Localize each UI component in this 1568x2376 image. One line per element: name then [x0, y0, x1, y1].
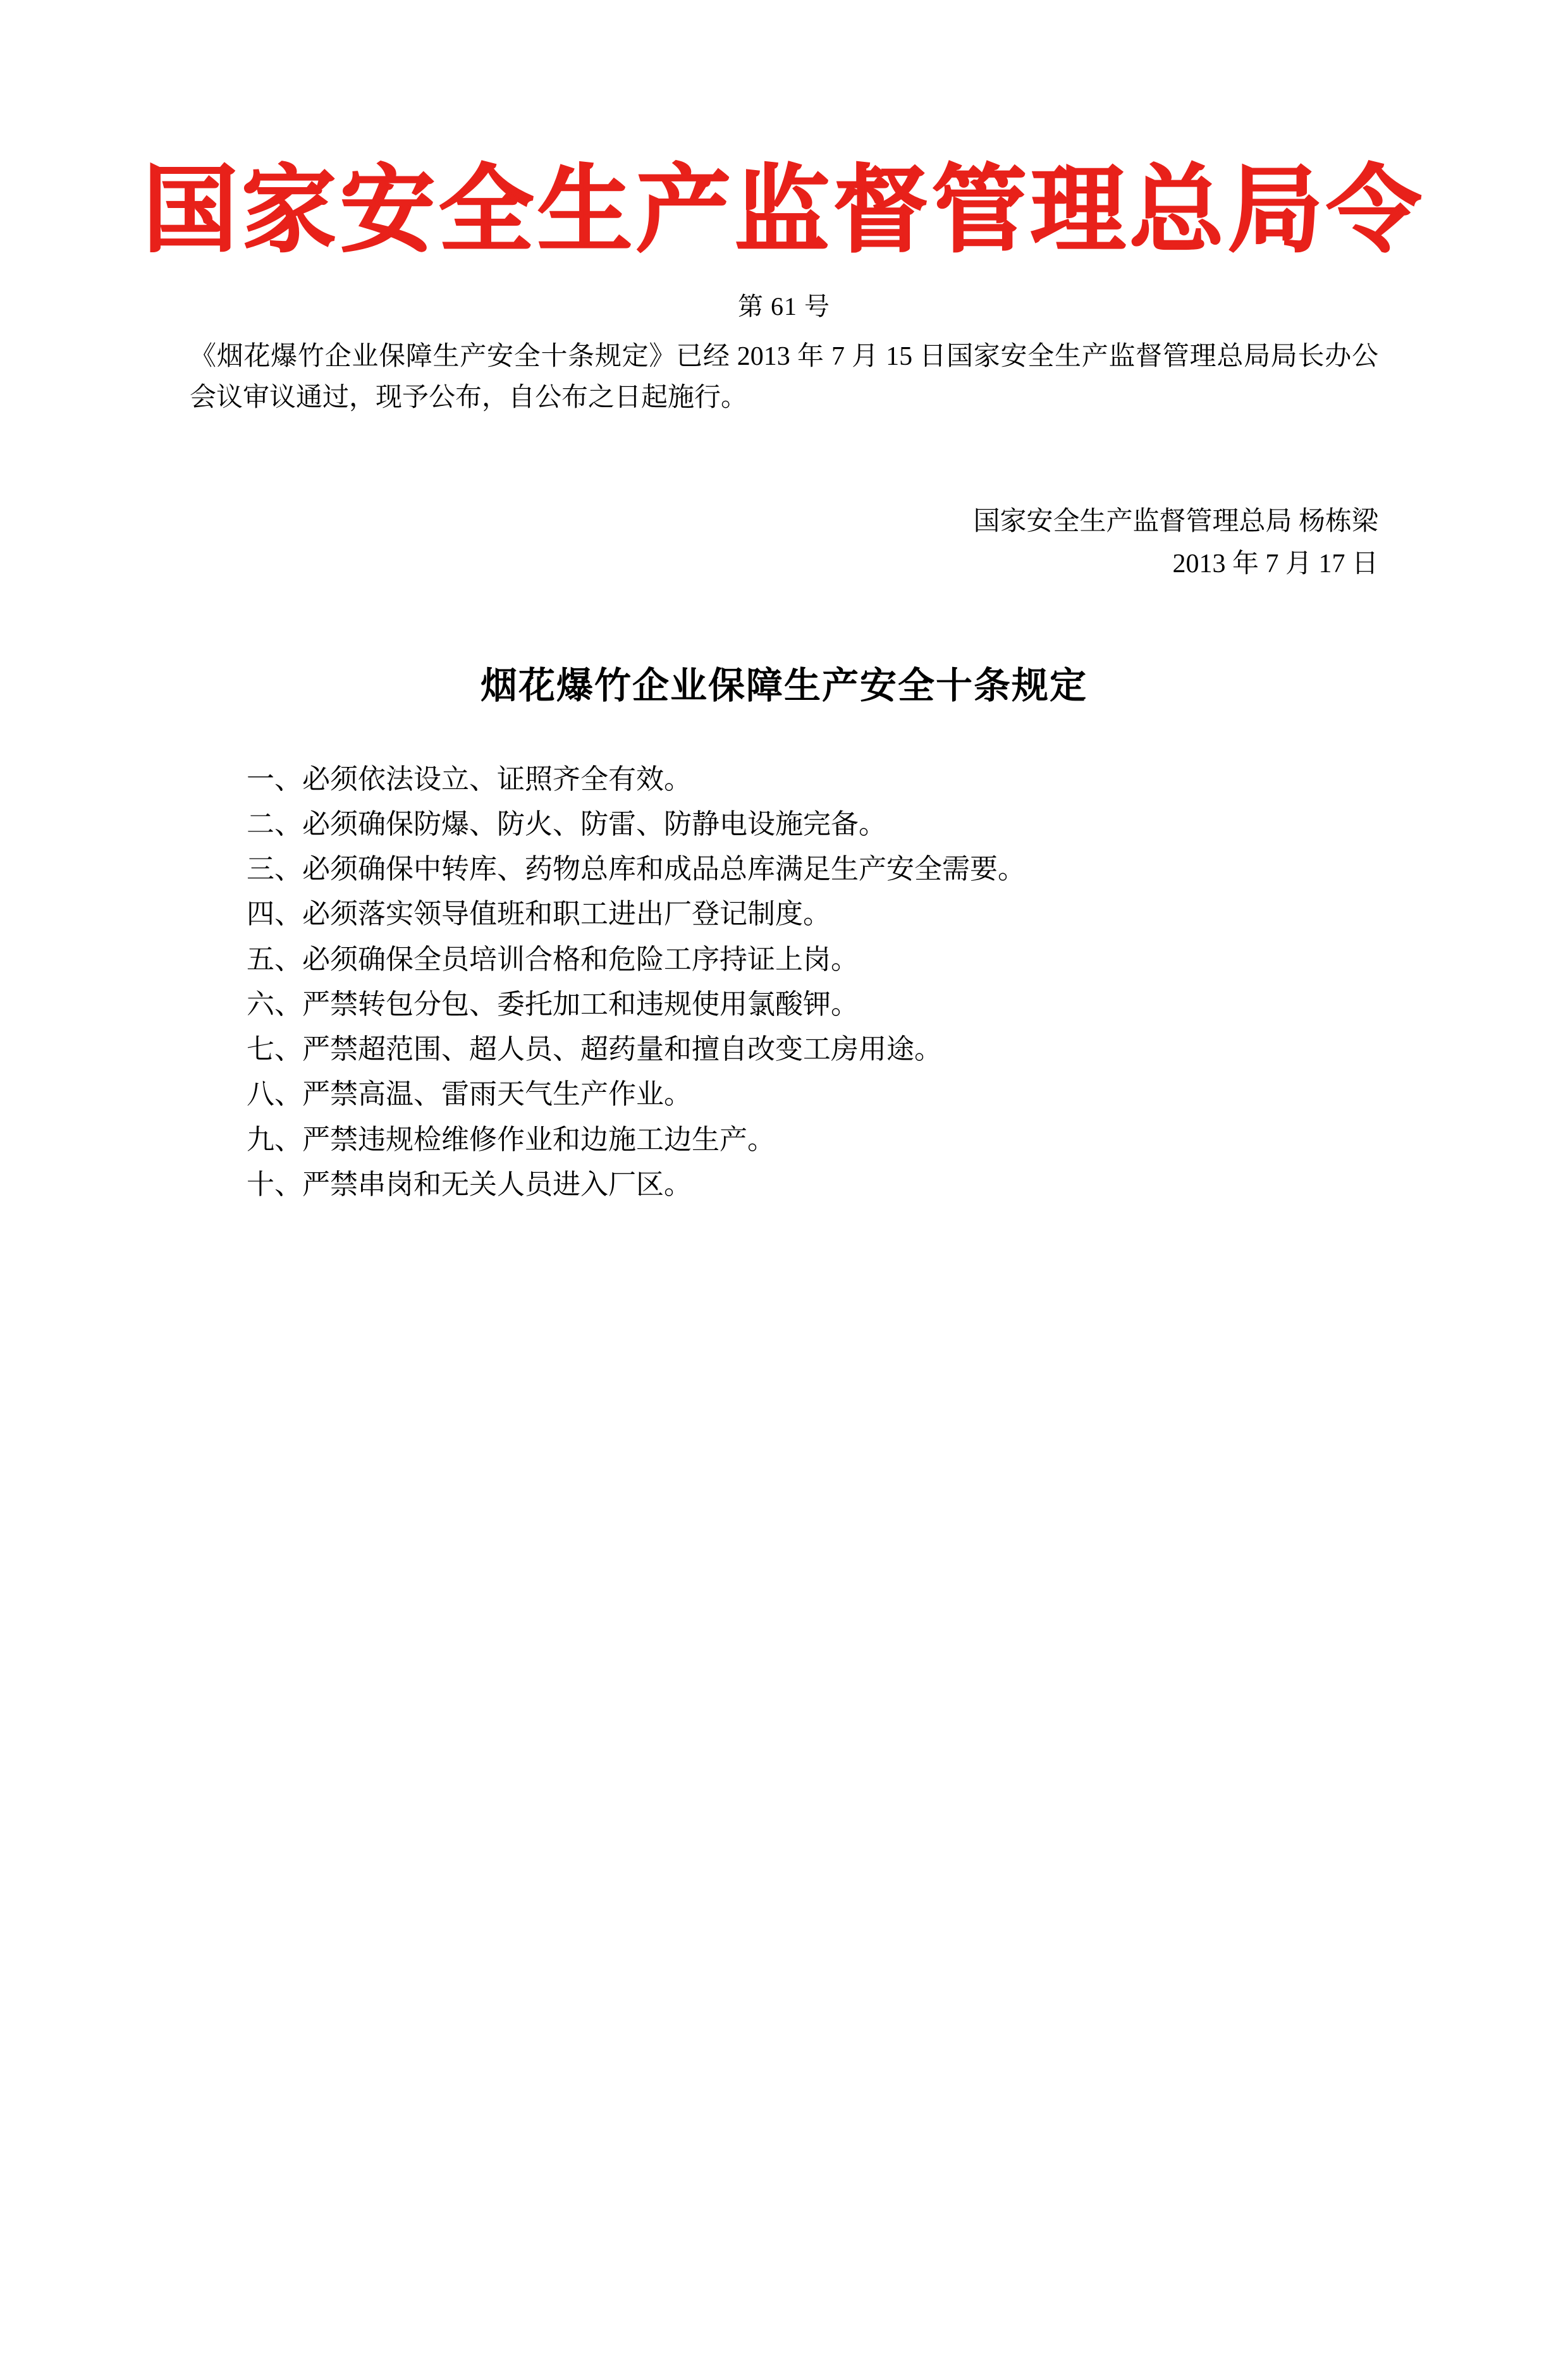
- clause-item: 二、必须确保防爆、防火、防雷、防静电设施完备。: [247, 808, 886, 840]
- document-masthead-title: 国家安全生产监督管理总局令: [142, 154, 1425, 266]
- clause-item: 五、必须确保全员培训合格和危险工序持证上岗。: [247, 943, 859, 975]
- signature-block: [0, 501, 1378, 585]
- signature-date: 2013 年 7 月 17 日: [1172, 549, 1378, 579]
- clause-item: 三、必须确保中转库、药物总库和成品总库满足生产安全需要。: [247, 854, 1026, 885]
- intro-paragraph: 《烟花爆竹企业保障生产安全十条规定》已经 2013 年 7 月 15 日国家安全生产监督管理总局局长办公会议审议通过，现予公布，自公布之日起施行。: [190, 342, 1378, 413]
- clause-item: 四、必须落实领导值班和职工进出厂登记制度。: [247, 898, 831, 930]
- decree-number: 第 61 号: [738, 292, 830, 321]
- clause-list: [247, 757, 1568, 1208]
- clause-item: 十、严禁串岗和无关人员进入厂区。: [247, 1168, 692, 1200]
- clause-item: 一、必须依法设立、证照齐全有效。: [247, 763, 692, 795]
- regulation-title: 烟花爆竹企业保障生产安全十条规定: [480, 663, 1087, 707]
- clause-item: 九、严禁违规检维修作业和边施工边生产。: [247, 1124, 775, 1155]
- clause-item: 六、严禁转包分包、委托加工和违规使用氯酸钾。: [247, 988, 859, 1020]
- document-page: [0, 154, 1568, 2376]
- clause-item: 八、严禁高温、雷雨天气生产作业。: [247, 1079, 692, 1110]
- signature-issuer: 国家安全生产监督管理总局 杨栋梁: [973, 507, 1378, 537]
- clause-item: 七、严禁超范围、超人员、超药量和擅自改变工房用途。: [247, 1034, 942, 1065]
